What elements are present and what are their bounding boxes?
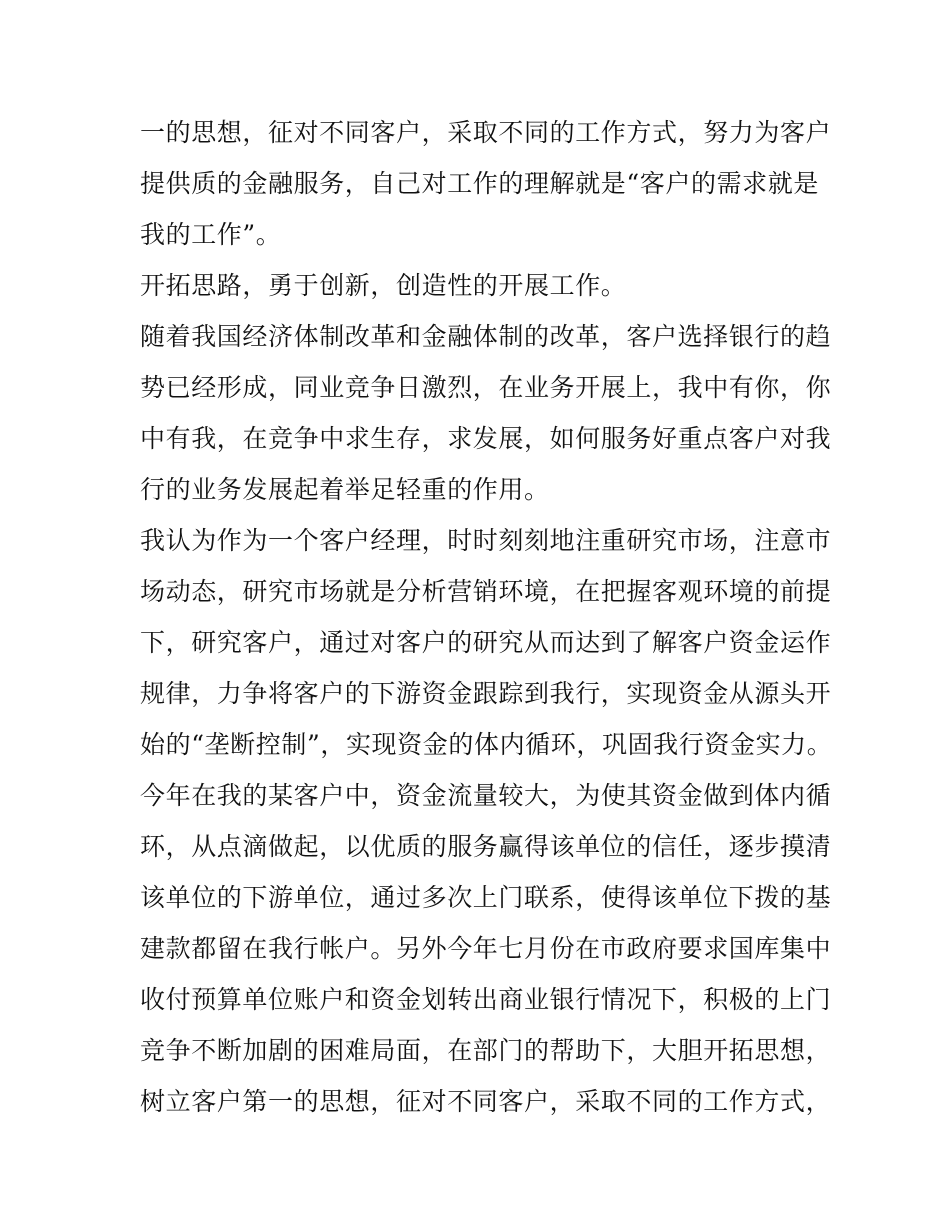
text-line: 今年在我的某客户中，资金流量较大，为使其资金做到体内循 <box>140 781 832 810</box>
text-line: 势已经形成，同业竞争日激烈，在业务开展上，我中有你，你 <box>140 373 832 402</box>
text-line: 中有我，在竞争中求生存，求发展，如何服务好重点客户对我 <box>140 424 832 453</box>
text-line: 收付预算单位账户和资金划转出商业银行情况下，积极的上门 <box>140 985 832 1014</box>
text-line: 环，从点滴做起，以优质的服务赢得该单位的信任，逐步摸清 <box>140 832 832 861</box>
text-line: 竞争不断加剧的困难局面，在部门的帮助下，大胆开拓思想， <box>140 1036 832 1065</box>
text-line: 提供质的金融服务，自己对工作的理解就是“客户的需求就是 <box>140 169 819 198</box>
text-line: 场动态，研究市场就是分析营销环境，在把握客观环境的前提 <box>140 577 832 606</box>
text-line: 随着我国经济体制改革和金融体制的改革，客户选择银行的趋 <box>140 322 832 351</box>
text-line: 始的“垄断控制”，实现资金的体内循环，巩固我行资金实力。 <box>140 730 833 759</box>
text-line: 一的思想，征对不同客户，采取不同的工作方式，努力为客户 <box>140 118 832 147</box>
text-line: 该单位的下游单位，通过多次上门联系，使得该单位下拨的基 <box>140 883 832 912</box>
text-line: 开拓思路，勇于创新，创造性的开展工作。 <box>140 271 627 300</box>
text-line: 我认为作为一个客户经理，时时刻刻地注重研究市场，注意市 <box>140 526 832 555</box>
text-line: 下，研究客户，通过对客户的研究从而达到了解客户资金运作 <box>140 628 832 657</box>
document-body-text <box>140 107 833 1127</box>
text-line: 建款都留在我行帐户。另外今年七月份在市政府要求国库集中 <box>140 934 832 963</box>
text-line: 我的工作”。 <box>140 220 282 249</box>
text-line: 树立客户第一的思想，征对不同客户，采取不同的工作方式， <box>140 1087 832 1116</box>
text-line: 行的业务发展起着举足轻重的作用。 <box>140 475 550 504</box>
text-line: 规律，力争将客户的下游资金跟踪到我行，实现资金从源头开 <box>140 679 832 708</box>
